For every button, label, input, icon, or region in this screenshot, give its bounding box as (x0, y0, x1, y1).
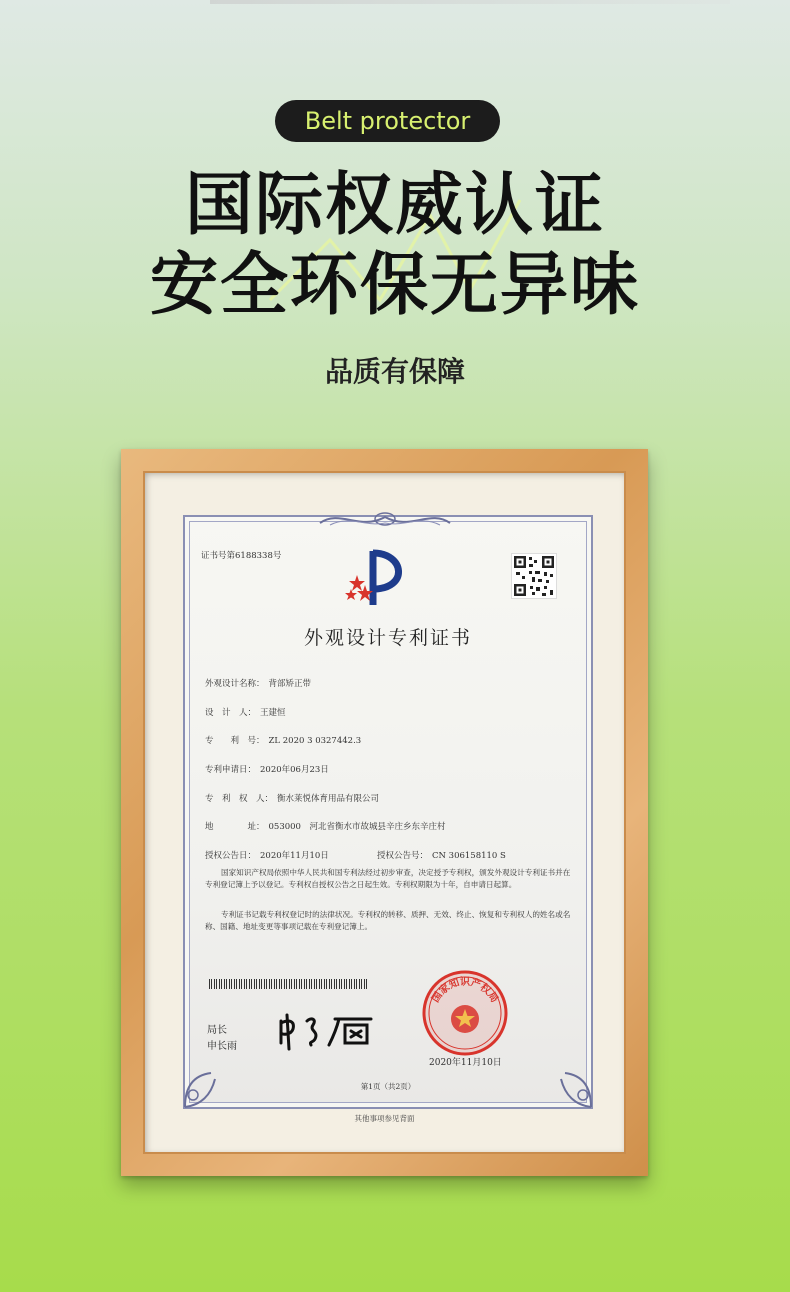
field-value: 2020年06月23日 (260, 765, 329, 775)
headline-line-1: 国际权威认证 (184, 166, 605, 245)
field-value: 背部矫正带 (268, 679, 312, 689)
field-value: CN 306158110 S (432, 851, 506, 861)
barcode (209, 979, 369, 989)
field-label: 专利申请日： (205, 765, 257, 775)
page-number: 第1页（共2页） (360, 1082, 416, 1091)
patent-office-logo-icon (343, 545, 413, 609)
field-value: 衡水莱悦体育用品有限公司 (277, 794, 380, 804)
seal-date: 2020年11月10日 (429, 1058, 502, 1068)
svg-text:国家知识产权局: 国家知识产权局 (430, 977, 500, 1005)
field-designer (205, 706, 286, 718)
director-name: 申长雨 (207, 1041, 237, 1052)
field-grant-number (377, 849, 506, 861)
field-patent-number (205, 734, 361, 746)
certificate-number: 证书号第6188338号 (201, 551, 282, 561)
field-label: 外观设计名称： (205, 679, 265, 689)
certificate-paragraph-2: 专利证书记载专利权登记时的法律状况。专利权的转移、质押、无效、终止、恢复和专利权人的姓名或名称、国籍、地址变更等事项记载在专利登记簿上。 (205, 910, 571, 931)
certificate-title: 外观设计专利证书 (303, 627, 472, 649)
field-label: 授权公告号： (377, 851, 429, 861)
official-seal-icon (421, 969, 509, 1057)
field-address (205, 820, 445, 832)
field-label: 授权公告日： (205, 851, 257, 861)
director-title: 局长 (207, 1025, 227, 1036)
field-grant-date (205, 849, 329, 861)
field-label: 专 利 权 人： (205, 794, 274, 804)
field-design-name (205, 677, 311, 689)
subtitle: 品质有保障 (324, 355, 465, 388)
top-image-edge (210, 0, 730, 4)
field-label: 地 址： (205, 822, 265, 832)
field-patentee (205, 792, 379, 804)
ornament-top-icon (310, 509, 460, 531)
field-value: 王建恒 (260, 708, 286, 718)
certificate-footer-note: 其他事项参见背面 (354, 1114, 415, 1123)
field-label: 设 计 人： (205, 708, 257, 718)
patent-certificate (183, 515, 593, 1109)
headline-line-2: 安全环保无异味 (149, 246, 640, 325)
product-badge: Belt protector (275, 100, 500, 142)
certificate-paragraph-1: 国家知识产权局依照中华人民共和国专利法经过初步审查，决定授予专利权，颁发外观设计专利证书并在专利登记簿上予以登记。专利权自授权公告之日起生效。专利权期限为十年，自申请日起算。 (205, 868, 571, 889)
handwritten-signature-icon (275, 1011, 385, 1051)
field-value: ZL 2020 3 0327442.3 (268, 736, 362, 746)
field-application-date (205, 763, 329, 775)
field-label: 专 利 号： (205, 736, 265, 746)
field-value: 053000 河北省衡水市故城县辛庄乡东辛庄村 (268, 822, 446, 832)
frame-mat (143, 471, 626, 1154)
field-value: 2020年11月10日 (260, 851, 329, 861)
picture-frame (121, 449, 648, 1176)
qr-code-icon (511, 553, 557, 599)
